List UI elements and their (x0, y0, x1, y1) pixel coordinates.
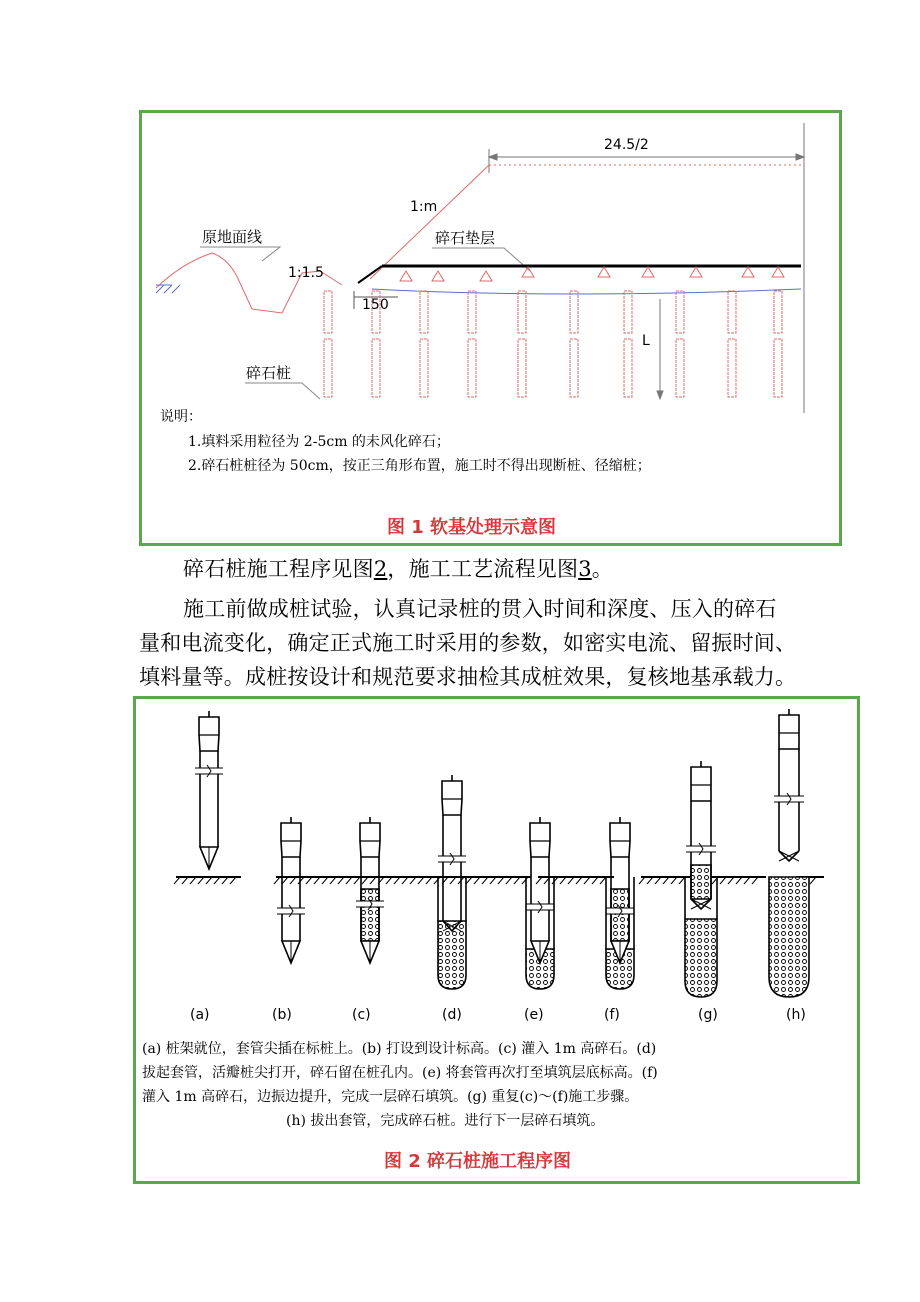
step-labels (190, 1007, 806, 1023)
note-1: 1.填料采用粒径为 2-5cm 的未风化碎石； (188, 434, 450, 450)
gravel-pile (420, 291, 428, 397)
p1-text-b: ，施工工艺流程见图 (387, 557, 579, 581)
gravel-pile (468, 291, 476, 397)
gravel-pile (774, 291, 782, 397)
paragraph-2-line-2: 量和电流变化，确定正式施工时采用的参数，如密实电流、留振时间、 (139, 631, 797, 655)
paragraph-1 (183, 554, 613, 584)
p1-text-a: 碎石桩施工程序见图 (183, 557, 374, 581)
construction-step-c (356, 817, 384, 963)
construction-step-g (685, 761, 717, 997)
ground-surface (704, 877, 766, 884)
figure-2-ref[interactable]: 2 (373, 557, 388, 581)
slope-side-label: 1:1.5 (288, 265, 324, 281)
gravel-layer-leader (432, 248, 530, 271)
figure-1-frame (139, 110, 842, 546)
step-label-c: (c) (352, 1007, 371, 1023)
description-line-1: (a) 桩架就位，套管尖插在标桩上。(b) 打设到设计标高。(c) 灌入 1m 高碎石。(d) (142, 1041, 657, 1057)
paragraph-2-line-3: 填料量等。成桩按设计和规范要求抽检其成桩效果，复核地基承载力。 (139, 665, 797, 689)
gravel-pile (676, 291, 684, 397)
width-dimension (489, 123, 804, 413)
step-label-h: (h) (786, 1007, 806, 1023)
ground-surfaces (174, 877, 824, 884)
ground-surface (174, 877, 241, 884)
offset-label: 150 (362, 297, 389, 313)
gravel-layer-slope (358, 266, 382, 283)
ground-line-leader (200, 247, 280, 261)
figure-1-caption: 图 1 软基处理示意图 (387, 517, 557, 538)
step-label-d: (d) (442, 1007, 462, 1023)
gravel-pile (518, 291, 526, 397)
notes-title: 说明： (160, 409, 202, 425)
figure-3-ref[interactable]: 3 (578, 557, 592, 581)
p1-text-c: 。 (591, 557, 613, 581)
gravel-pile (324, 291, 332, 397)
gravel-pile (728, 291, 736, 397)
construction-step-e (526, 817, 554, 989)
gravel-pile (624, 291, 632, 397)
pile-length-label: L (642, 333, 650, 349)
step-label-f: (f) (604, 1007, 620, 1023)
gravel-pile-label: 碎石桩 (246, 364, 292, 382)
pile-length-dimension (657, 299, 663, 399)
note-2: 2.碎石桩桩径为 50cm，按正三角形布置，施工时不得出现断桩、径缩桩； (188, 458, 651, 474)
step-label-e: (e) (524, 1007, 544, 1023)
width-label: 24.5/2 (604, 137, 649, 153)
construction-step-a (195, 711, 223, 869)
ground-surface (274, 877, 531, 884)
pile-construction-diagram (136, 699, 857, 1023)
step-label-a: (a) (190, 1007, 210, 1023)
figure-2-frame (133, 696, 860, 1184)
step-label-b: (b) (272, 1007, 292, 1023)
gravel-triangles (400, 267, 784, 281)
step-label-g: (g) (698, 1007, 718, 1023)
description-line-3: 灌入 1m 高碎石，边振边提升，完成一层碎石填筑。(g) 重复(c)～(f)施工步骤。 (142, 1089, 639, 1105)
paragraph-2-line-1: 施工前做成桩试验，认真记录桩的贯入时间和深度、压入的碎石 (183, 597, 777, 621)
gravel-pile-leader (245, 383, 320, 399)
ground-surface (156, 285, 801, 294)
description-line-2: 拔起套管，活瓣桩尖打开，碎石留在桩孔内。(e) 将套管再次打至填筑层底标高。(f) (142, 1065, 658, 1081)
description-line-4: (h) 拔出套管，完成碎石桩。进行下一层碎石填筑。 (286, 1113, 605, 1129)
slope-top-label: 1:m (410, 199, 438, 215)
ground-surface (536, 877, 614, 884)
construction-step-h (769, 709, 809, 997)
construction-steps (195, 709, 809, 997)
construction-step-b (277, 817, 305, 963)
ground-surface (639, 877, 691, 884)
gravel-pile (570, 291, 578, 397)
ground-line-label: 原地面线 (202, 228, 263, 246)
gravel-layer-label: 碎石垫层 (435, 229, 496, 247)
construction-step-f (606, 817, 634, 989)
gravel-piles (324, 291, 782, 397)
figure-2-caption: 图 2 碎石桩施工程序图 (384, 1151, 572, 1172)
soft-foundation-diagram (142, 113, 839, 413)
